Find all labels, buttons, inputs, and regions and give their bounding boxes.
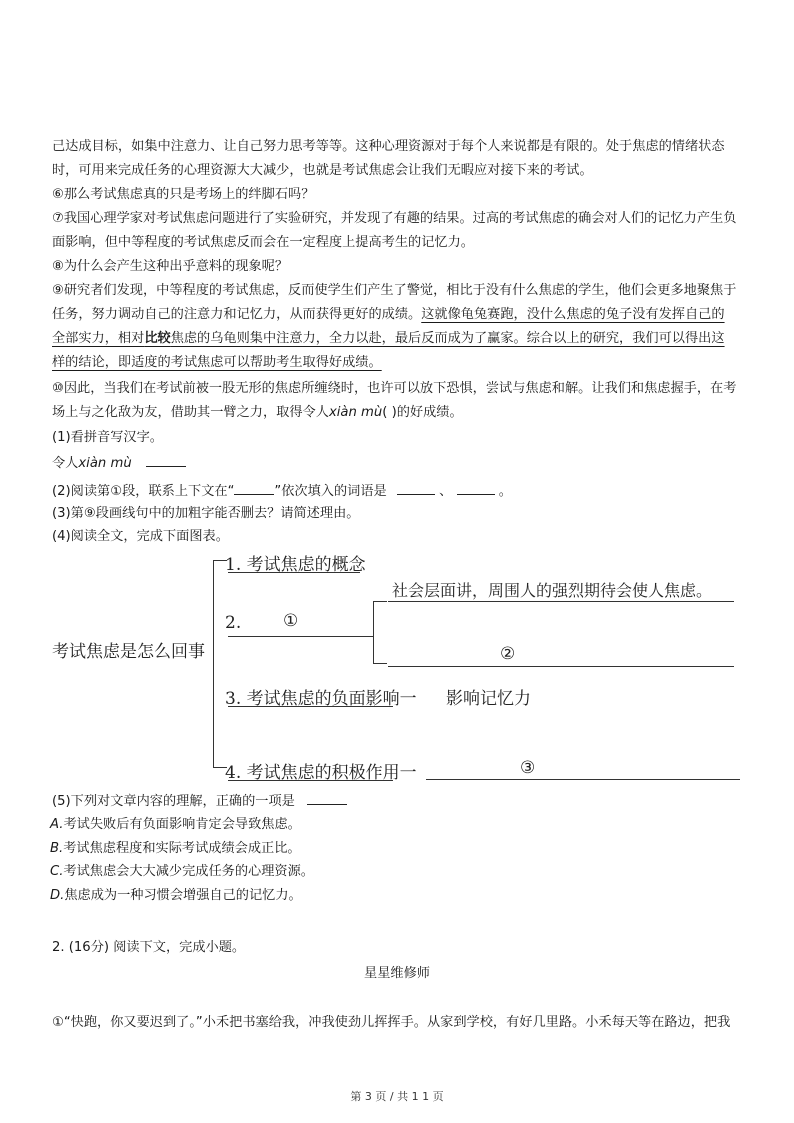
option-letter: C.	[50, 864, 64, 879]
separator: 、	[439, 484, 453, 499]
branch-3: 3. 考试焦虑的负面影响一	[225, 689, 417, 709]
passage-line-p9-2	[52, 304, 746, 326]
answer-blank[interactable]	[307, 790, 347, 805]
bracket-line	[213, 560, 214, 767]
option-text: 考试焦虑程度和实际考试成绩会成正比。	[63, 841, 301, 856]
option-d[interactable]	[50, 885, 302, 907]
option-a[interactable]	[50, 814, 301, 836]
concept-diagram	[40, 548, 760, 788]
underline	[228, 780, 393, 781]
section-2-title: 星星维修师	[364, 966, 430, 981]
passage-line-p9-4	[52, 352, 746, 374]
passage-line: ⑧为什么会产生这种出乎意料的现象呢？	[52, 259, 289, 274]
answer-line	[388, 666, 734, 667]
quote-blank	[234, 480, 274, 495]
underlined-sentence: 样的结论，即适度的考试焦虑可以帮助考生取得好成绩。	[52, 355, 382, 370]
question-1-prompt	[52, 452, 746, 475]
plain-text: (2)阅读第①段，联系上下文在“	[52, 484, 235, 499]
plain-text: 全部实力，相对	[52, 331, 145, 346]
question-3: (3)第⑨段画线句中的加粗字能否删去？请简述理由。	[52, 506, 360, 521]
passage-line: ⑨研究者们发现，中等程度的考试焦虑，反而使学生们产生了警觉，相比于没有什么焦虑的学生，他们会更多地聚焦于	[52, 283, 737, 298]
blank-marker-1: ①	[283, 611, 299, 631]
branch-2-sub-1: 社会层面讲，周围人的强烈期待会使人焦虑。	[392, 581, 713, 600]
option-c[interactable]	[50, 861, 314, 883]
section-2-heading: 2. (16分) 阅读下文，完成小题。	[52, 940, 246, 955]
sub-bracket-line	[373, 601, 387, 602]
passage-line: 时，可用来完成任务的心理资源大大减少，也就是考试焦虑会让我们无暇应对接下来的考试。	[52, 163, 593, 178]
option-letter: D.	[50, 888, 65, 903]
option-text: 焦虑成为一种习惯会增强自己的记忆力。	[64, 888, 302, 903]
branch-4: 4. 考试焦虑的积极作用一	[225, 763, 417, 783]
plain-text: 任务，努力调动自己的注意力和记忆力，从而获得更好的成绩。	[52, 307, 422, 322]
blank-marker-2: ②	[500, 644, 516, 664]
pinyin: xiàn mù	[328, 405, 383, 420]
branch-1: 1. 考试焦虑的概念	[225, 555, 366, 575]
option-text: 考试失败后有负面影响肯定会导致焦虑。	[63, 817, 301, 832]
answer-line	[426, 779, 740, 780]
passage-line: ⑥那么考试焦虑真的只是考场上的绊脚石吗？	[52, 187, 315, 202]
plain-text: (5)下列对文章内容的理解，正确的一项是	[52, 794, 295, 809]
option-text: 考试焦虑会大大减少完成任务的心理资源。	[63, 864, 314, 879]
bold-word: 比较	[144, 331, 171, 346]
option-letter: A.	[50, 817, 64, 832]
plain-text: 焦虑的乌龟则集中注意力，全力以赴，最后反而成为了赢家。综合以上的研究，我们可以得出这	[170, 331, 725, 346]
passage-line-p10-2	[52, 402, 746, 424]
branch-3-tail: 影响记忆力	[446, 689, 531, 709]
blank-marker-3: ③	[520, 758, 536, 778]
question-5	[52, 790, 746, 813]
option-b[interactable]	[50, 838, 301, 860]
underline	[388, 601, 734, 602]
passage-line: 己达成目标，如集中注意力、让自己努力思考等等。这种心理资源对于每个人来说都是有限的。处于焦虑的情绪状态	[52, 139, 725, 154]
section-2-line-1: ①“快跑，你又要迟到了。”小禾把书塞给我，冲我使劲儿挥挥手。从家到学校，有好几里路。小禾每天等在路边，把我	[52, 1015, 731, 1030]
branch-2-line	[228, 636, 366, 637]
answer-blank[interactable]	[146, 452, 186, 467]
branch-2-number: 2.	[225, 613, 242, 633]
answer-blank[interactable]	[397, 480, 435, 495]
period: 。	[498, 484, 512, 499]
sub-bracket-line	[373, 601, 374, 663]
underline	[228, 572, 360, 573]
passage-line-p9-3	[52, 328, 746, 350]
sub-bracket-line	[373, 663, 387, 664]
underlined-sentence	[52, 331, 725, 346]
underlined-sentence: 这就像龟兔赛跑，没什么焦虑的兔子没有发挥自己的	[421, 307, 725, 322]
passage-line-p10-1: ⑩因此，当我们在考试前被一股无形的焦虑所缠绕时，也许可以放下恐惧，尝试与焦虑和解。让我们和焦虑握手，在考	[52, 381, 737, 396]
pinyin: xiàn mù	[78, 456, 132, 471]
plain-text: ( )的好成绩。	[382, 405, 463, 420]
plain-text: ”依次填入的词语是	[274, 484, 387, 499]
question-2	[52, 480, 746, 503]
question-4: (4)阅读全文，完成下面图表。	[52, 529, 229, 544]
answer-blank[interactable]	[457, 480, 495, 495]
underline	[228, 706, 393, 707]
diagram-root: 考试焦虑是怎么回事	[52, 642, 205, 662]
question-1: (1)看拼音写汉字。	[52, 430, 163, 445]
page-footer: 第 3 页 / 共 1 1 页	[350, 1090, 444, 1103]
passage-line: 面影响，但中等程度的考试焦虑反而会在一定程度上提高考生的记忆力。	[52, 235, 474, 250]
plain-text: 场上与之化敌为友，借助其一臂之力，取得令人	[52, 405, 329, 420]
plain-text: 令人	[52, 456, 79, 471]
passage-line: ⑦我国心理学家对考试焦虑问题进行了实验研究，并发现了有趣的结果。过高的考试焦虑的确会对人们的记忆力产生负	[52, 211, 737, 226]
option-letter: B.	[50, 841, 64, 856]
